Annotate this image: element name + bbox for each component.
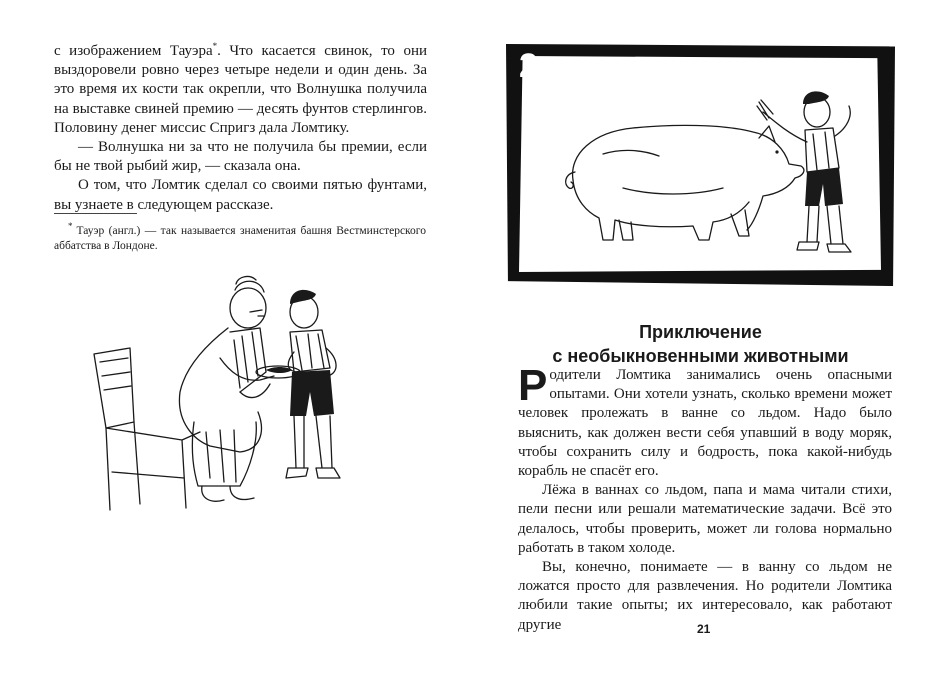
right-paragraph-3: Вы, конечно, понимаете — в ванну со льдом не ложатся просто для развлечения. Но родители Ломтика любили такие опыты; их интересовало, как работают другие bbox=[518, 559, 892, 633]
footnote-mark: * bbox=[68, 221, 73, 231]
chapter-title-line-2: с необыкновенными животными bbox=[552, 346, 849, 366]
drop-cap: Р bbox=[518, 361, 548, 410]
footnote-ref[interactable]: * bbox=[212, 41, 218, 51]
left-paragraph-1: с изображением Тауэра*. Что касается свинок, то они выздоровели ровно через четыре недели и один день. За это время их кости так окрепли, что Волнушка получила на выставке свиней премию — десять фунтов стерлингов. Половину денег миссис Спригз дала Ломтику. bbox=[54, 41, 427, 136]
page-number: 21 bbox=[697, 622, 711, 636]
chapter-number: 2 bbox=[519, 47, 538, 85]
right-paragraph-2: Лёжа в ваннах со льдом, папа и мама читали стихи, пели песни или решали математические задачи. Всё это делалось, чтобы проверить, может ли голова нормально работать в таком холоде. bbox=[518, 482, 892, 556]
pig-and-boy-illustration bbox=[563, 84, 863, 254]
footnote-rule bbox=[54, 213, 137, 214]
left-page-text bbox=[54, 42, 427, 215]
left-paragraph-3: О том, что Ломтик сделал со своими пятью фунтами, вы узнаете в следующем рассказе. bbox=[54, 177, 427, 213]
footnote bbox=[54, 219, 426, 254]
chapter-title-line-1: Приключение bbox=[639, 322, 762, 342]
woman-and-boy-illustration bbox=[90, 272, 355, 517]
right-paragraph-1: Родители Ломтика занимались очень опасными опытами. Они хотели узнать, сколько времени может человек пролежать в ванне со льдом. Надо было выяснить, как должен вести себя упавший в воду моряк, чтобы сохранить силу и бодрость, пока какой-нибудь корабль не спасёт его. bbox=[518, 361, 892, 480]
left-paragraph-2: — Волнушка ни за что не получила бы премии, если бы не твой рыбий жир, — сказала она. bbox=[54, 139, 427, 175]
footnote-text: Тауэр (англ.) — так называется знаменитая башня Вестминстерского аббатства в Лондоне. bbox=[54, 224, 426, 252]
right-page bbox=[473, 0, 947, 680]
left-page bbox=[0, 0, 473, 680]
chapter-title bbox=[506, 320, 895, 368]
right-page-text bbox=[518, 361, 892, 635]
